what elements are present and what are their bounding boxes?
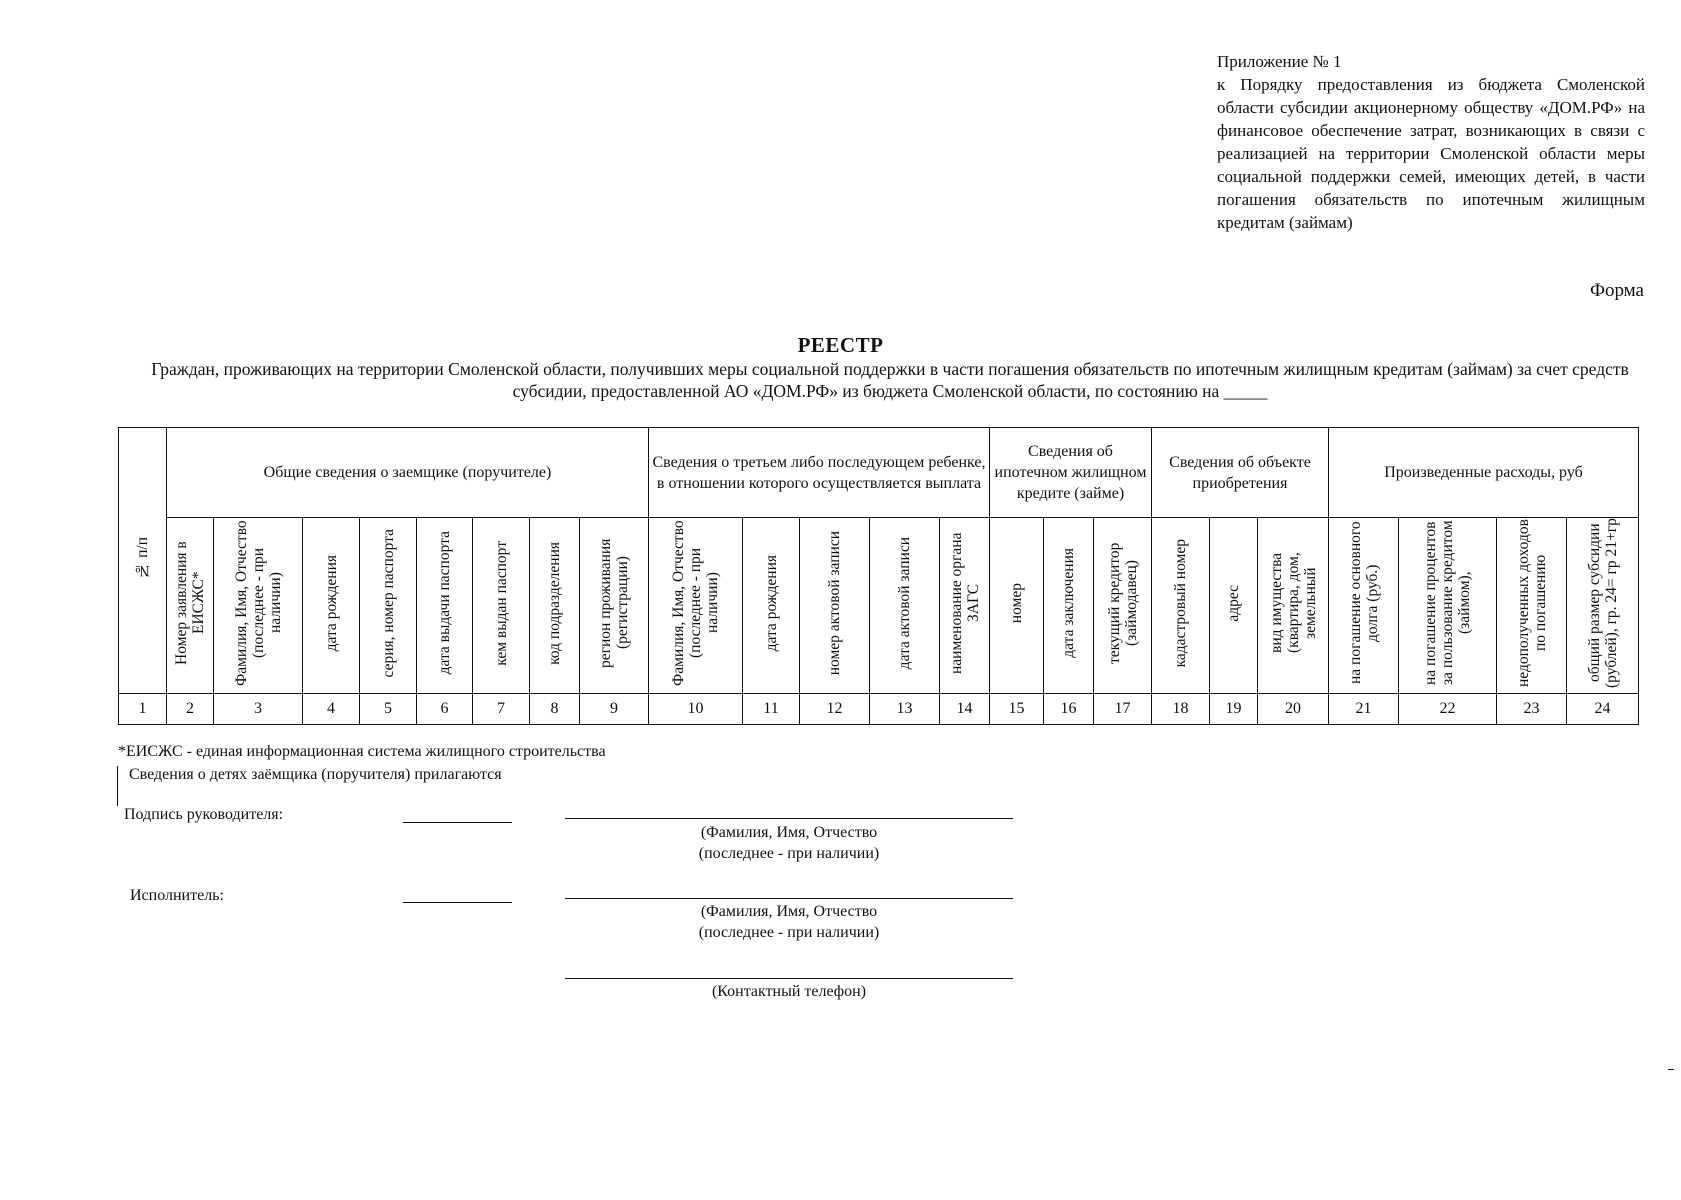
executor-name-caption [565,901,1013,943]
column-header: кем выдан паспорт [473,518,530,694]
appendix-number: Приложение № 1 [1217,52,1342,71]
group-header-property: Сведения об объекте приобретения [1152,428,1329,518]
caption-line: (Фамилия, Имя, Отчество [700,824,878,841]
caption-line: (последнее - при наличии) [698,845,880,862]
column-header: дата выдачи паспорта [417,518,473,694]
column-header: наименование органа ЗАГС [940,518,990,694]
document-subtitle: Граждан, проживающих на территории Смоленской области, получивших меры социальной поддержки в части погашения обязательств по ипотечным жилищным кредитам (займам) за счет средств субсидии, предоставленной АО «ДОМ.РФ» из бюджета Смоленской области, по состоянию на _____ [151,359,1629,401]
column-number: 13 [870,694,940,725]
column-header: адрес [1210,518,1258,694]
column-number: 12 [800,694,870,725]
phone-line [565,978,1013,979]
column-number: 17 [1094,694,1152,725]
margin-bar [117,766,118,806]
column-number: 1 [119,694,167,725]
column-number: 22 [1399,694,1497,725]
column-header: недополученных доходов по погашению [1497,518,1567,694]
signature-name-caption [565,822,1013,864]
group-header-borrower: Общие сведения о заемщике (поручителе) [167,428,649,518]
column-header: № п/п [119,428,167,694]
column-header: дата заключения [1044,518,1094,694]
column-number: 18 [1152,694,1210,725]
form-label: Форма [1589,280,1644,301]
column-header: вид имущества (квартира, дом, земельный [1258,518,1329,694]
group-header-loan: Сведения об ипотечном жилищном кредите (займе) [990,428,1152,518]
children-note: Сведения о детях заёмщика (поручителя) прилагаются [129,766,502,783]
column-number: 2 [167,694,214,725]
column-number: 19 [1210,694,1258,725]
column-header: серия, номер паспорта [360,518,417,694]
group-header-child: Сведения о третьем либо последующем ребенке, в отношении которого осуществляется выплата [649,428,990,518]
column-number: 20 [1258,694,1329,725]
column-header: дата рождения [303,518,360,694]
signature-name-line [565,818,1013,819]
column-header: Фамилия, Имя, Отчество (последнее - при наличии) [214,518,303,694]
column-number: 10 [649,694,743,725]
column-number: 11 [743,694,800,725]
registry-table [118,427,1639,725]
caption-line: (Фамилия, Имя, Отчество [700,903,878,920]
column-number: 9 [580,694,649,725]
column-header: дата рождения [743,518,800,694]
column-number: 7 [473,694,530,725]
column-header: на погашение основного долга (руб.) [1329,518,1399,694]
appendix-reference: к Порядку предоставления из бюджета Смоленской области субсидии акционерному обществу «ДОМ.РФ» на финансовое обеспечение затрат, возникающих в связи с реализацией на территории Смоленской области меры социальной поддержки семей, имеющих детей, в части погашения обязательств по ипотечным жилищным кредитам (займам) [1217,75,1645,232]
column-number: 23 [1497,694,1567,725]
column-header: Номер заявления в ЕИСЖС* [167,518,214,694]
column-number: 14 [940,694,990,725]
column-number: 4 [303,694,360,725]
column-header: на погашение процентов за пользование кредитом (займом), [1399,518,1497,694]
column-header: регион проживания (регистрации) [580,518,649,694]
signature-line [403,822,512,823]
column-header: номер [990,518,1044,694]
footnote: *ЕИСЖС - единая информационная система жилищного строительства [118,743,606,760]
column-number: 24 [1567,694,1639,725]
caption-line: (последнее - при наличии) [698,924,880,941]
executor-label: Исполнитель: [130,887,224,904]
executor-signature-line [403,902,512,903]
column-header: Фамилия, Имя, Отчество (последнее - при наличии) [649,518,743,694]
column-header: дата актовой записи [870,518,940,694]
edge-mark [1668,1069,1674,1070]
document-title: РЕЕСТР [797,333,884,357]
signature-label: Подпись руководителя: [124,806,284,823]
column-header: общий размер субсидии (рублей), гр. 24= гр 21+гр [1567,518,1639,694]
column-number: 8 [530,694,580,725]
column-header: код подразделения [530,518,580,694]
executor-name-line [565,898,1013,899]
column-number: 16 [1044,694,1094,725]
column-number: 3 [214,694,303,725]
phone-caption: (Контактный телефон) [711,983,867,1000]
column-header: кадастровый номер [1152,518,1210,694]
column-header: номер актовой записи [800,518,870,694]
column-number: 5 [360,694,417,725]
appendix-header [1217,50,1645,234]
column-number: 21 [1329,694,1399,725]
column-number: 15 [990,694,1044,725]
column-number: 6 [417,694,473,725]
group-header-expenses: Произведенные расходы, руб [1329,428,1639,518]
column-header: текущий кредитор (займодавец) [1094,518,1152,694]
